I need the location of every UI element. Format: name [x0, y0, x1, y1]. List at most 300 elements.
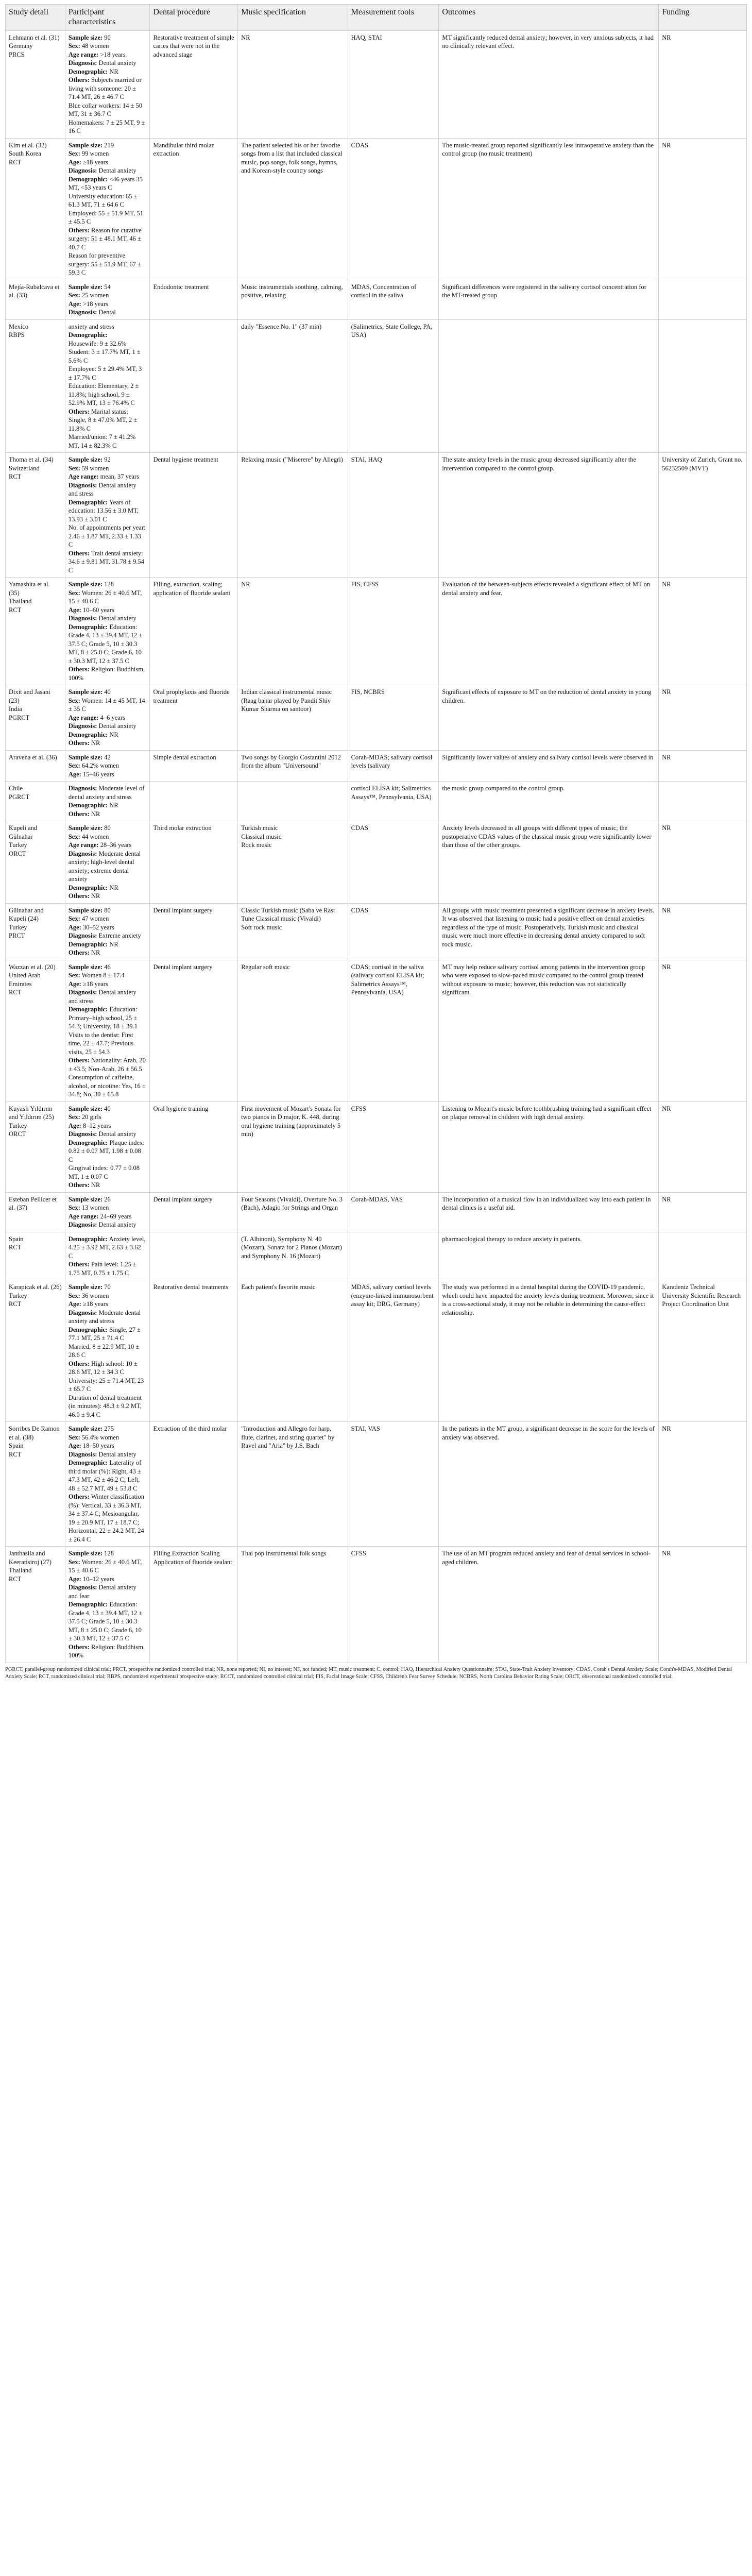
outcomes-cell: Significant differences were registered in the salivary cortisol concentration for the MT-treated group [439, 280, 659, 319]
participant-field-value: Pain level: 1.25 ± 1.75 MT, 0.75 ± 1.75 C [68, 1261, 137, 1277]
participant-line [69, 1300, 147, 1309]
participant-field-label: Age: [68, 606, 81, 614]
music-specification-cell: "Introduction and Allegro for harp, flute, clarinet, and string quartet" by Ravel and "Aria" by J.S. Bach [238, 1422, 348, 1547]
participant-line [69, 1122, 147, 1130]
participant-line [69, 1549, 147, 1558]
study-detail-cell: Lehmann et al. (31) Germany PRCS [6, 30, 65, 138]
participant-line [69, 1031, 147, 1057]
participant-field-value: Reason for preventive surgery: 55 ± 51.9 MT, 67 ± 59.3 C [68, 252, 141, 277]
measurement-tools-cell: CFSS [348, 1101, 439, 1192]
funding-cell: NR [659, 960, 747, 1101]
participant-field-label: Age: [68, 770, 81, 778]
table-row [6, 1232, 747, 1280]
table-row [6, 821, 747, 904]
participant-line [69, 291, 147, 300]
participant-field-label: Sex: [68, 1204, 80, 1212]
participant-field-value: 47 women [80, 915, 109, 923]
measurement-tools-cell: CDAS [348, 903, 439, 960]
outcomes-cell: MT significantly reduced dental anxiety; however, in very anxious subjects, it had no clinically relevant effect. [439, 30, 659, 138]
participant-field-label: Age: [68, 1442, 81, 1450]
study-detail-cell: Sorribes De Ramon et al. (38) Spain RCT [6, 1422, 65, 1547]
participant-field-label: Others: [68, 549, 90, 557]
table-row [6, 319, 747, 453]
participant-field-label: Sex: [68, 833, 80, 840]
participant-line [69, 1575, 147, 1584]
participant-field-label: Demographic: [68, 731, 108, 738]
participant-line [69, 810, 147, 819]
participant-line [69, 118, 147, 135]
participant-line [69, 1643, 147, 1660]
participant-field-label: Age range: [68, 841, 99, 849]
participant-line [69, 141, 147, 150]
participant-line [69, 1260, 147, 1277]
participant-field-value: 4–6 years [98, 714, 125, 721]
participant-field-label: Age range: [68, 473, 99, 481]
outcomes-cell: The music-treated group reported significantly less intraoperative anxiety than the control group (no music treatment) [439, 138, 659, 280]
participant-field-label: Sample size: [68, 753, 103, 761]
participant-line [69, 1377, 147, 1394]
measurement-tools-cell: STAI, HAQ [348, 453, 439, 578]
participant-field-value: NR [89, 739, 100, 747]
participant-line [69, 906, 147, 915]
participant-field-label: Diagnosis: [68, 615, 97, 622]
table-footnote: PGRCT, parallel-group randomized clinical trial; PRCT, prospective randomized controlled trial; NR, none reported; NI, no interest; NF, not funded; MT, music treatment; C, control; HAQ, Hierarchical Anxiety Questionnaire; STAI, State-Trait Anxiety Inventory; CDAS, Corah's Dental Anxiety Scale; Corah's-MDAS, Modified Dental Anxiety Scale; RCT, randomized clinical trial; RBPS, randomized experimental prospective study; RCCT, randomized controlled clinical trial; FIS, Facial Image Scale; CFSS, Children's Fear Survey Schedule; NCBRS, North Carolina Behavior Rating Scale; ORCT, observational randomized controlled trial. [5, 1666, 732, 1680]
participant-field-label: Sex: [68, 464, 80, 472]
music-specification-cell: Two songs by Giorgio Costantini 2012 from the album "Universound" [238, 750, 348, 782]
participant-field-label: Age: [68, 980, 81, 988]
participant-field-label: Diagnosis: [68, 59, 97, 67]
participant-line [69, 931, 147, 940]
participant-field-label: Sample size: [68, 824, 103, 832]
participant-field-value: High school: 10 ± 28.6 MT, 12 ± 34.3 C [68, 1360, 138, 1376]
participant-line [69, 614, 147, 623]
dental-procedure-cell: Dental implant surgery [150, 1192, 238, 1232]
participant-characteristics-cell [65, 578, 150, 685]
participant-field-value: Consumption of caffeine, alcohol, or nicotine: Yes, 16 ± 34.8; No, 30 ± 65.8 [68, 1074, 146, 1098]
participant-field-label: Sex: [68, 972, 80, 979]
participant-line [69, 1204, 147, 1212]
dental-procedure-cell: Simple dental extraction [150, 750, 238, 782]
participant-field-value: 92 [102, 456, 111, 464]
participant-line [69, 1309, 147, 1326]
funding-cell: NR [659, 1101, 747, 1192]
participant-line [69, 455, 147, 464]
participant-line [69, 824, 147, 833]
outcomes-cell: The incorporation of a musical flow in an individualized way into each patient in dental clinics is a useful aid. [439, 1192, 659, 1232]
participant-field-value: 90 [102, 33, 111, 41]
table-row [6, 750, 747, 782]
participant-line [69, 1442, 147, 1450]
participant-field-value: Plaque index: 0.82 ± 0.07 MT, 1.98 ± 0.08 C [68, 1139, 145, 1163]
study-detail-cell: Mexico RBPS [6, 319, 65, 453]
participant-line [69, 33, 147, 42]
outcomes-cell: MT may help reduce salivary cortisol among patients in the intervention group who were exposed to slow-paced music compared to the control group treated without exposure to music; however, this reduction was not statistically significant. [439, 960, 659, 1101]
participant-characteristics-cell [65, 750, 150, 782]
participant-field-label: Sample size: [68, 906, 103, 914]
participant-line [69, 1493, 147, 1544]
participant-field-label: Diagnosis: [68, 167, 97, 175]
participant-field-value: Education: Grade 4, 13 ± 39.4 MT, 12 ± 37.5 C; Grade 5, 10 ± 30.3 MT, 8 ± 25.0 C; Grade 6, 10 ± 30.3 MT, 12 ± 37.5 C [68, 623, 143, 665]
participant-characteristics-cell [65, 1101, 150, 1192]
participant-line [69, 971, 147, 980]
participant-field-label: Others: [68, 226, 90, 234]
participant-field-value: 36 women [80, 1292, 109, 1299]
participant-field-value: Dental anxiety [97, 615, 136, 622]
participant-line [69, 948, 147, 957]
measurement-tools-cell: FIS, CFSS [348, 578, 439, 685]
participant-field-label: Others: [68, 1643, 90, 1651]
participant-field-value: Education: Grade 4, 13 ± 39.4 MT, 12 ± 37.5 C; Grade 5, 10 ± 30.3 MT, 8 ± 25.0 C; Grade 6, 10 ± 30.3 MT, 12 ± 37.5 C [68, 1601, 143, 1642]
dental-procedure-cell [150, 782, 238, 821]
measurement-tools-cell: CDAS [348, 138, 439, 280]
participant-characteristics-cell [65, 319, 150, 453]
participant-line [69, 408, 147, 433]
table-row [6, 1422, 747, 1547]
participant-field-label: Sample size: [68, 1195, 103, 1203]
participant-line [69, 323, 147, 331]
participant-field-label: Diagnosis: [68, 932, 97, 940]
participant-line [69, 589, 147, 606]
participant-field-value: >18 years [81, 300, 109, 308]
participant-field-value: Women 8 ± 17.4 [80, 972, 125, 979]
study-detail-cell: Yamashita et al. (35) Thailand RCT [6, 578, 65, 685]
music-specification-cell: Thai pop instrumental folk songs [238, 1547, 348, 1663]
music-specification-cell: Regular soft music [238, 960, 348, 1101]
participant-line [69, 42, 147, 50]
participant-field-value: NR [108, 67, 118, 75]
participant-field-value: 44 women [80, 833, 109, 840]
music-specification-cell: Four Seasons (Vivaldi), Overture No. 3 (Bach), Adagio for Strings and Organ [238, 1192, 348, 1232]
funding-cell: NR [659, 1192, 747, 1232]
participant-line [69, 1164, 147, 1181]
participant-line [69, 251, 147, 277]
dental-procedure-cell: Filling, extraction, scaling; application of fluoride sealant [150, 578, 238, 685]
participant-field-label: Age: [68, 158, 81, 166]
dental-procedure-cell: Dental hygiene treatment [150, 453, 238, 578]
participant-field-value: Dental anxiety and fear [68, 1584, 136, 1600]
music-specification-cell: First movement of Mozart's Sonata for two pianos in D major, K. 448, during oral hygiene training (approximately 5 min) [238, 1101, 348, 1192]
outcomes-cell: In the patients in the MT group, a significant decrease in the score for the levels of anxiety was observed. [439, 1422, 659, 1547]
participant-field-value: Moderate dental anxiety and stress [68, 1309, 141, 1325]
funding-cell: NR [659, 685, 747, 751]
participant-field-label: Sex: [68, 292, 80, 299]
participant-field-label: Age range: [68, 714, 99, 721]
participant-field-value: 30–52 years [81, 923, 114, 931]
participant-field-label: Diagnosis: [68, 1309, 97, 1316]
participant-field-value: Winter classification (%): Vertical, 33 ± 36.3 MT, 34 ± 37.4 C; Mesioangular, 19 ± 20.9 MT, 17 ± 18.7 C; Horizontal, 22 ± 24.2 MT, 24 ± 26.4 C [68, 1493, 144, 1543]
participant-line [69, 481, 147, 498]
participant-field-value: 10–60 years [81, 606, 114, 614]
measurement-tools-cell: MDAS, salivary cortisol levels (enzyme-linked immunosorbent assay kit; DRG, Germany) [348, 1280, 439, 1422]
music-specification-cell: The patient selected his or her favorite songs from a list that included classical music, pop songs, folk songs, hymns, and Korean-style country songs [238, 138, 348, 280]
header-music-specification: Music specification [238, 5, 348, 31]
participant-field-label: Sex: [68, 1113, 80, 1121]
funding-cell: NR [659, 1547, 747, 1663]
participant-line [69, 1056, 147, 1073]
participant-field-label: Demographic: [68, 175, 108, 183]
participant-line [69, 940, 147, 949]
funding-cell: NR [659, 1422, 747, 1547]
participant-field-label: Sample size: [68, 456, 103, 464]
participant-field-label: Others: [68, 1181, 90, 1189]
music-specification-cell: Classic Turkish music (Saba ve Rast Tune Classical music (Vivaldi) Soft rock music [238, 903, 348, 960]
participant-line [69, 980, 147, 989]
header-dental-procedure: Dental procedure [150, 5, 238, 31]
participant-line [69, 731, 147, 739]
participant-field-value: 275 [102, 1425, 114, 1433]
participant-field-label: Sex: [68, 589, 80, 597]
participant-field-label: Diagnosis: [68, 481, 97, 489]
participant-field-value: Anxiety level, 4.25 ± 3.92 MT, 2.63 ± 3.62 C [68, 1235, 146, 1260]
participant-field-label: Sample size: [68, 141, 103, 149]
participant-field-value: Married/union: 7 ± 41.2% MT, 14 ± 82.3% C [68, 433, 136, 449]
table-header [6, 5, 747, 31]
participant-field-value: 64.2% women [80, 762, 119, 770]
participant-field-value: NR [108, 884, 118, 891]
participant-line [69, 1212, 147, 1221]
participant-line [69, 67, 147, 76]
studies-table [5, 4, 747, 1663]
participant-field-value: Student: 3 ± 17.7% MT, 1 ± 5.6% C [68, 348, 141, 364]
participant-field-label: Sample size: [68, 688, 103, 696]
study-detail-cell: Chile PGRCT [6, 782, 65, 821]
participant-line [69, 382, 147, 408]
participant-field-label: Others: [68, 666, 90, 673]
participant-field-value: 13 women [80, 1204, 109, 1212]
participant-field-value: Laterality of third molar (%): Right, 43 ± 47.3 MT, 42 ± 46.2 C; Left, 48 ± 52.7 MT, 49 ± 53.8 C [68, 1459, 142, 1492]
participant-field-label: Sample size: [68, 581, 103, 588]
participant-field-value: Employed: 55 ± 51.9 MT, 51 ± 45.5 C [68, 209, 144, 226]
header-outcomes: Outcomes [439, 5, 659, 31]
participant-characteristics-cell [65, 1422, 150, 1547]
table-body [6, 30, 747, 1663]
measurement-tools-cell: cortisol ELISA kit; Salimetrics Assays™, Pennsylvania, USA) [348, 782, 439, 821]
participant-field-value: 20 girls [80, 1113, 101, 1121]
participant-field-label: Sex: [68, 1292, 80, 1299]
participant-field-value: Dental anxiety [97, 1221, 136, 1229]
participant-field-label: Diagnosis: [68, 850, 97, 857]
dental-procedure-cell: Oral prophylaxis and fluoride treatment [150, 685, 238, 751]
participant-field-value: Education: Elementary, 2 ± 11.8%; high school, 9 ± 52.9% MT, 13 ± 76.4% C [68, 382, 139, 407]
participant-line [69, 850, 147, 884]
participant-characteristics-cell [65, 821, 150, 904]
participant-line [69, 1425, 147, 1433]
participant-field-value: 128 [102, 1550, 114, 1557]
participant-line [69, 308, 147, 317]
participant-field-label: Age: [68, 300, 81, 308]
study-detail-cell: Kupeli and Gülnahar Turkey ORCT [6, 821, 65, 904]
participant-field-label: Age: [68, 1575, 81, 1583]
measurement-tools-cell: CFSS [348, 1547, 439, 1663]
table-row [6, 138, 747, 280]
participant-field-label: Diagnosis: [68, 989, 97, 996]
participant-field-label: Diagnosis: [68, 1130, 97, 1138]
participant-line [69, 801, 147, 810]
participant-characteristics-cell [65, 1192, 150, 1232]
participant-field-value: Married, 8 ± 22.9 MT, 10 ± 28.6 C [68, 1343, 140, 1359]
participant-field-label: Others: [68, 892, 90, 900]
participant-field-label: Demographic: [68, 802, 108, 809]
table-row [6, 280, 747, 319]
participant-field-label: Sample size: [68, 1425, 103, 1433]
participant-characteristics-cell [65, 960, 150, 1101]
outcomes-cell: The study was performed in a dental hospital during the COVID-19 pandemic, which could have impacted the anxiety levels during treatment. Moreover, since it is a cross-sectional study, it may not be reliable in determining the cause-effect relationship. [439, 1280, 659, 1422]
music-specification-cell: NR [238, 30, 348, 138]
participant-field-label: Others: [68, 739, 90, 747]
participant-line [69, 549, 147, 575]
participant-line [69, 580, 147, 589]
participant-field-label: Demographic: [68, 331, 108, 339]
funding-cell [659, 280, 747, 319]
participant-field-value: mean, 37 years [98, 473, 139, 481]
participant-field-value: Dental anxiety [97, 1450, 136, 1458]
participant-field-value: 25 women [80, 292, 109, 299]
participant-line [69, 1558, 147, 1575]
participant-characteristics-cell [65, 280, 150, 319]
participant-characteristics-cell [65, 453, 150, 578]
participant-field-value: ≥18 years [81, 1300, 108, 1308]
participant-line [69, 697, 147, 714]
participant-field-label: Demographic: [68, 940, 108, 948]
header-participant-characteristics: Participant characteristics [65, 5, 150, 31]
participant-line [69, 101, 147, 118]
participant-field-value: Dental anxiety [97, 167, 136, 175]
participant-field-value: Years of education: 13.56 ± 3.0 MT, 13.93 ± 3.01 C [68, 498, 139, 523]
study-detail-cell: Spain RCT [6, 1232, 65, 1280]
measurement-tools-cell: Corah-MDAS, VAS [348, 1192, 439, 1232]
participant-field-label: Sample size: [68, 33, 103, 41]
outcomes-cell: The state anxiety levels in the music group decreased significantly after the intervention compared to the control group. [439, 453, 659, 578]
participant-field-value: Marital status: Single, 8 ± 47.0% MT, 2 ± 11.8% C [68, 408, 138, 432]
participant-field-label: Demographic: [68, 1139, 108, 1146]
participant-line [69, 348, 147, 365]
participant-field-value: No. of appointments per year: 2.46 ± 1.87 MT, 2.33 ± 1.33 C [68, 524, 146, 549]
dental-procedure-cell: Dental implant surgery [150, 903, 238, 960]
music-specification-cell: Indian classical instrumental music (Raag bahar played by Pandit Shiv Kumar Sharma on santoor) [238, 685, 348, 751]
participant-line [69, 1450, 147, 1459]
dental-procedure-cell: Dental implant surgery [150, 960, 238, 1101]
participant-field-value: Dental anxiety [97, 1130, 136, 1138]
participant-line [69, 472, 147, 481]
participant-line [69, 1292, 147, 1300]
participant-field-label: Demographic: [68, 1235, 108, 1243]
measurement-tools-cell: (Salimetrics, State College, PA, USA) [348, 319, 439, 453]
music-specification-cell: NR [238, 578, 348, 685]
header-funding: Funding [659, 5, 747, 31]
participant-line [69, 784, 147, 801]
study-detail-cell: Aravena et al. (36) [6, 750, 65, 782]
participant-field-label: Sex: [68, 762, 80, 770]
participant-field-label: Diagnosis: [68, 1221, 97, 1229]
participant-field-value: Employee: 5 ± 29.4% MT, 3 ± 17.7% C [68, 365, 142, 381]
participant-field-value: 99 women [80, 150, 109, 158]
table-row [6, 782, 747, 821]
participant-line [69, 226, 147, 252]
participant-field-value: 219 [102, 141, 114, 149]
music-specification-cell: Music instrumentals soothing, calming, positive, relaxing [238, 280, 348, 319]
participant-line [69, 50, 147, 59]
participant-field-label: Others: [68, 949, 90, 957]
participant-field-value: NR [89, 892, 100, 900]
measurement-tools-cell: STAI, VAS [348, 1422, 439, 1547]
study-detail-cell: Karapicak et al. (26) Turkey RCT [6, 1280, 65, 1422]
study-detail-cell: Kuyaslı Yıldırım and Yıldırım (25) Turkey ORCT [6, 1101, 65, 1192]
participant-line [69, 761, 147, 770]
participant-line [69, 149, 147, 158]
participant-field-value: 56.4% women [80, 1433, 119, 1441]
participant-field-label: Demographic: [68, 67, 108, 75]
participant-field-label: Others: [68, 408, 90, 415]
participant-line [69, 1139, 147, 1164]
funding-cell: NR [659, 903, 747, 960]
participant-field-value: Moderate dental anxiety; high-level dental anxiety; extreme dental anxiety [68, 850, 141, 883]
dental-procedure-cell: Third molar extraction [150, 821, 238, 904]
participant-field-value: 8–12 years [81, 1122, 111, 1129]
participant-field-value: <46 years 35 MT, <53 years C [68, 175, 143, 192]
participant-field-label: Age range: [68, 50, 99, 58]
participant-field-label: Sex: [68, 697, 80, 704]
participant-field-value: NR [108, 802, 118, 809]
participant-field-label: Sex: [68, 150, 80, 158]
measurement-tools-cell: MDAS, Concentration of cortisol in the saliva [348, 280, 439, 319]
participant-field-label: Others: [68, 1261, 90, 1268]
funding-cell: NR [659, 578, 747, 685]
participant-field-label: Sample size: [68, 1550, 103, 1557]
table-row [6, 1547, 747, 1663]
table-row [6, 960, 747, 1101]
outcomes-cell: Significant effects of exposure to MT on the reduction of dental anxiety in young children. [439, 685, 659, 751]
participant-characteristics-cell [65, 30, 150, 138]
participant-field-value: Trait dental anxiety: 34.6 ± 9.81 MT, 31.78 ± 9.54 C [68, 549, 145, 574]
dental-procedure-cell [150, 1232, 238, 1280]
participant-line [69, 963, 147, 972]
funding-cell [659, 319, 747, 453]
participant-line [69, 892, 147, 901]
participant-line [69, 833, 147, 841]
participant-line [69, 433, 147, 450]
outcomes-cell: The use of an MT program reduced anxiety and fear of dental services in school-aged children. [439, 1547, 659, 1663]
participant-field-value: 28–36 years [98, 841, 132, 849]
participant-line [69, 770, 147, 779]
outcomes-cell: Listening to Mozart's music before toothbrushing training had a significant effect on plaque removal in children with high dental anxiety. [439, 1101, 659, 1192]
participant-line [69, 523, 147, 549]
participant-field-value: Education: Primary–high school, 25 ± 54.3; University, 18 ± 39.1 [68, 1006, 138, 1030]
outcomes-cell: Evaluation of the between-subjects effects revealed a significant effect of MT on dental anxiety and fear. [439, 578, 659, 685]
participant-field-value: Dental anxiety and stress [68, 989, 136, 1005]
participant-line [69, 1283, 147, 1292]
participant-field-label: Others: [68, 76, 90, 84]
table-row [6, 685, 747, 751]
participant-field-label: Diagnosis: [68, 309, 97, 316]
participant-characteristics-cell [65, 685, 150, 751]
participant-field-value: 46 [102, 963, 111, 971]
participant-line [69, 606, 147, 615]
participant-field-value: 48 women [80, 42, 109, 50]
participant-line [69, 739, 147, 748]
participant-line [69, 59, 147, 67]
participant-field-label: Diagnosis: [68, 1450, 97, 1458]
participant-line [69, 884, 147, 892]
participant-line [69, 841, 147, 850]
participant-field-value: Dental anxiety [97, 59, 136, 67]
outcomes-cell: the music group compared to the control group. [439, 782, 659, 821]
participant-field-value: Duration of dental treatment (in minutes): 48.3 ± 9.2 MT, 46.0 ± 9.4 C [68, 1394, 142, 1418]
header-measurement-tools: Measurement tools [348, 5, 439, 31]
outcomes-cell: All groups with music treatment presented a significant decrease in anxiety levels. It was observed that listening to music had a positive effect on dental anxieties regardless of the type of music. Postoperatively, Turkish music and classical music were much more effective in decreasing dental anxiety compared to soft rock music. [439, 903, 659, 960]
participant-line [69, 988, 147, 1005]
participant-field-value: Extreme anxiety [97, 932, 141, 940]
study-detail-cell: Thoma et al. (34) Switzerland RCT [6, 453, 65, 578]
